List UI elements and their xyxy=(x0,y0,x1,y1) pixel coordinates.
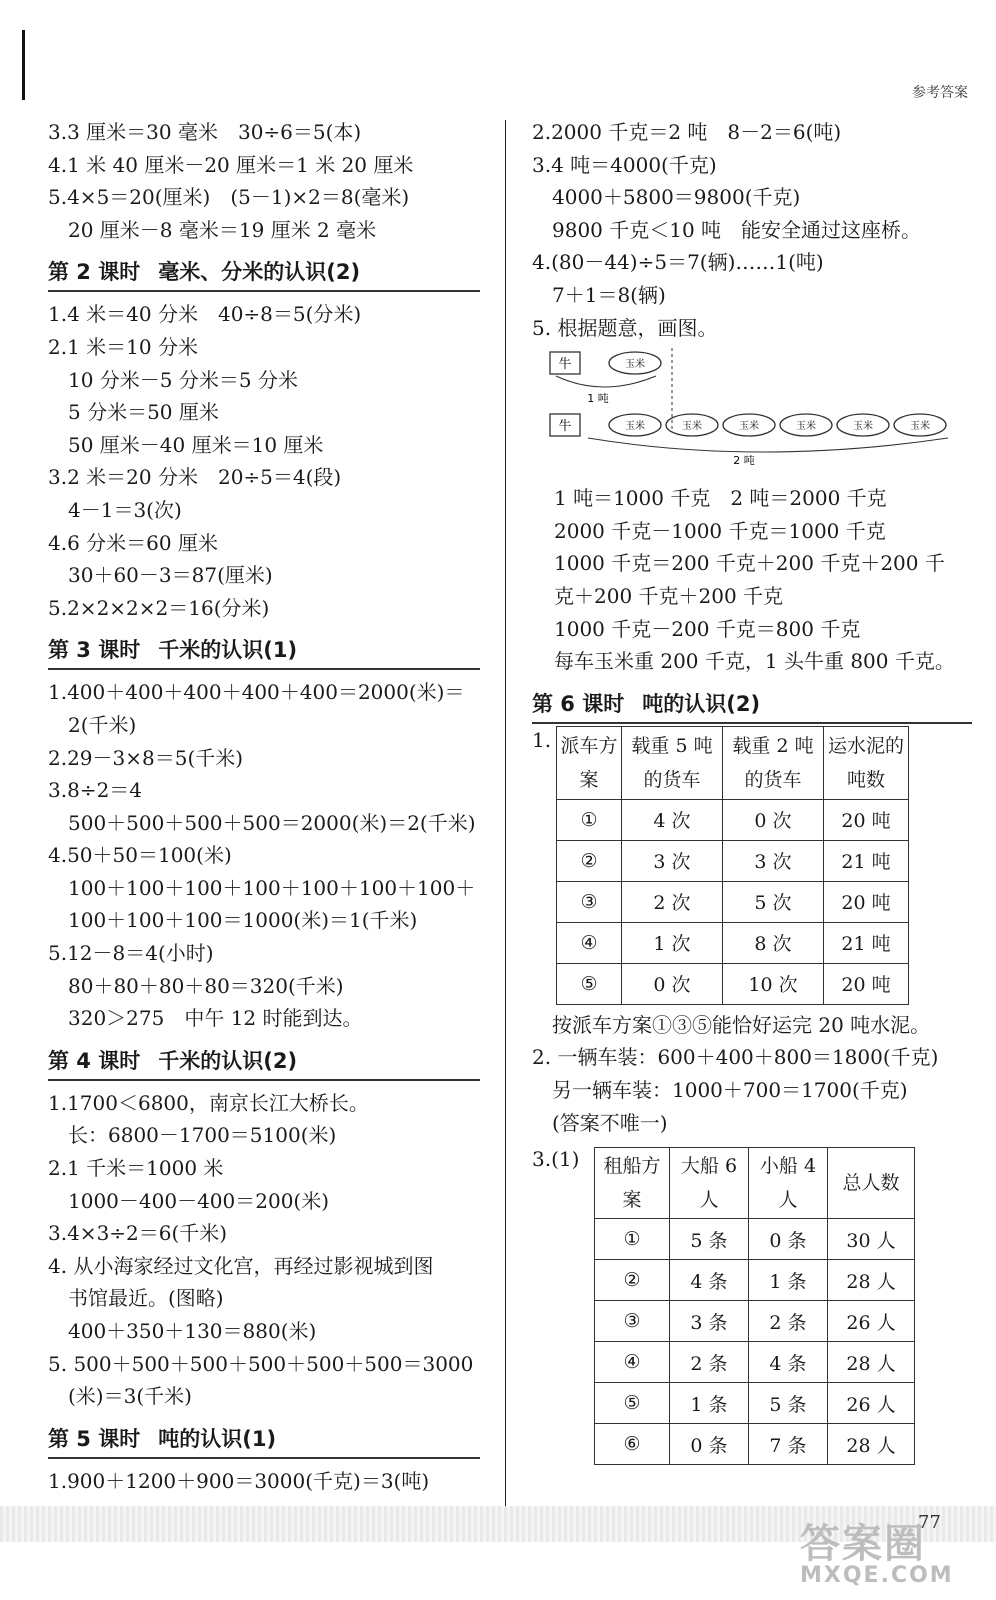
section-title: 第 5 课时 xyxy=(48,1426,141,1451)
table-cell: ⑤ xyxy=(557,963,622,1004)
table-cell: 30 人 xyxy=(828,1219,915,1260)
table-cell: 2 条 xyxy=(749,1301,828,1342)
answer-line: 每车玉米重 200 千克，1 头牛重 800 千克。 xyxy=(554,649,955,674)
table-cell: ③ xyxy=(595,1301,670,1342)
brace-2t xyxy=(588,438,948,452)
answer-line: 按派车方案①③⑤能恰好运完 20 吨水泥。 xyxy=(552,1012,931,1037)
answer-line: 4. 从小海家经过文化宫，再经过影视城到图 xyxy=(48,1253,434,1278)
answer-line: 2. 一辆车装：600＋400＋800＝1800(千克) xyxy=(532,1045,939,1070)
answer-line: 2.2000 千克＝2 吨 8－2＝6(吨) xyxy=(532,120,842,144)
answer-line: 100＋100＋100＝1000(米)＝1(千米) xyxy=(48,908,418,933)
answer-line: 4.6 分米＝60 厘米 xyxy=(48,530,218,555)
answer-block-a xyxy=(48,116,480,246)
table-header-cell: 大船 6 人 xyxy=(670,1148,749,1219)
table-cell: 7 条 xyxy=(749,1424,828,1465)
section-heading-2 xyxy=(48,250,480,292)
table-cell: 28 人 xyxy=(828,1424,915,1465)
answer-line: 20 厘米－8 毫米＝19 厘米 2 毫米 xyxy=(48,217,377,242)
table-row xyxy=(557,881,909,922)
answer-block-c xyxy=(48,676,480,1035)
answer-line: 50 厘米－40 厘米＝10 厘米 xyxy=(48,432,324,457)
table-header-row xyxy=(595,1148,915,1219)
corn-label: 玉米 xyxy=(682,421,702,433)
table-cell: 5 次 xyxy=(723,881,824,922)
cow-label: 牛 xyxy=(558,419,572,435)
section-heading-4 xyxy=(48,1039,480,1081)
corn-label: 玉米 xyxy=(625,359,645,371)
answer-line: 1.900＋1200＋900＝3000(千克)＝3(吨) xyxy=(48,1468,430,1493)
boat-rental-table xyxy=(594,1147,915,1465)
table-cell: ⑤ xyxy=(595,1383,670,1424)
table-header-cell: 派车方案 xyxy=(557,726,622,799)
answer-line: 长：6800－1700＝5100(米) xyxy=(48,1123,337,1148)
table-cell: 1 条 xyxy=(749,1260,828,1301)
answer-line: 另一辆车装：1000＋700＝1700(千克) xyxy=(532,1077,908,1102)
section-heading-6 xyxy=(532,682,972,724)
answer-line: 2(千米) xyxy=(48,712,137,737)
table-cell: 3 条 xyxy=(670,1301,749,1342)
answer-line: 3.4×3÷2＝6(千米) xyxy=(48,1221,228,1246)
answer-line: 5.2×2×2×2＝16(分米) xyxy=(48,595,270,620)
corn-label: 玉米 xyxy=(796,421,816,433)
answer-line: 1000 千克－200 千克＝800 千克 xyxy=(554,616,861,641)
table-cell: 20 吨 xyxy=(824,799,909,840)
cow-label: 牛 xyxy=(558,357,572,373)
answer-line: 4000＋5800＝9800(千克) xyxy=(532,185,801,210)
answer-line: (米)＝3(千米) xyxy=(48,1384,192,1409)
table-cell: 8 次 xyxy=(723,922,824,963)
table-cell: ④ xyxy=(595,1342,670,1383)
table-cell: 2 次 xyxy=(622,881,723,922)
answer-block-right-b xyxy=(532,482,972,678)
answer-line: 5. 根据题意，画图。 xyxy=(532,315,718,340)
section-title: 第 3 课时 xyxy=(48,638,141,663)
table-row xyxy=(595,1383,915,1424)
answer-line: 500＋500＋500＋500＝2000(米)＝2(千米) xyxy=(48,810,476,835)
table-cell: 26 人 xyxy=(828,1383,915,1424)
section-title: 第 6 课时 xyxy=(532,691,625,716)
answer-line: (答案不唯一) xyxy=(532,1110,668,1135)
answer-line: 5.12－8＝4(小时) xyxy=(48,941,214,966)
question-number: 3.(1) xyxy=(532,1147,580,1172)
table-row xyxy=(557,840,909,881)
answer-line: 320＞275 中午 12 时能到达。 xyxy=(48,1006,363,1031)
answer-line: 10 分米－5 分米＝5 分米 xyxy=(48,367,298,392)
table-cell: ② xyxy=(595,1260,670,1301)
corn-label: 玉米 xyxy=(625,421,645,433)
section-topic: 千米的认识(2) xyxy=(158,1048,298,1073)
table-cell: 0 条 xyxy=(749,1219,828,1260)
answer-line: 30＋60－3＝87(厘米) xyxy=(48,563,273,588)
table-cell: ② xyxy=(557,840,622,881)
cow-corn-diagram xyxy=(548,348,972,474)
answer-line: 4－1＝3(次) xyxy=(48,497,182,522)
answer-line: 1.4 米＝40 分米 40÷8＝5(分米) xyxy=(48,302,362,327)
table-cell: 3 次 xyxy=(723,840,824,881)
header-label: 参考答案 xyxy=(912,85,968,101)
answer-line: 4.50＋50＝100(米) xyxy=(48,843,232,868)
answer-line: 100＋100＋100＋100＋100＋100＋100＋ xyxy=(48,875,476,900)
corn-label: 玉米 xyxy=(853,421,873,433)
section-heading-3 xyxy=(48,628,480,670)
table-row xyxy=(557,963,909,1004)
answer-block-e xyxy=(48,1465,480,1498)
table-header-cell: 小船 4 人 xyxy=(749,1148,828,1219)
corn-label: 玉米 xyxy=(739,421,759,433)
table-cell: 28 人 xyxy=(828,1260,915,1301)
table-header-cell: 总人数 xyxy=(828,1148,915,1219)
section-topic: 毫米、分米的认识(2) xyxy=(158,260,361,285)
answer-block-b xyxy=(48,298,480,624)
answer-line: 2.29－3×8＝5(千米) xyxy=(48,745,244,770)
page-number: 77 xyxy=(918,1512,941,1533)
answer-line: 1.400＋400＋400＋400＋400＝2000(米)＝ xyxy=(48,680,465,705)
section-topic: 千米的认识(1) xyxy=(158,638,298,663)
table-cell: ⑥ xyxy=(595,1424,670,1465)
table-row xyxy=(595,1342,915,1383)
question-number: 1. xyxy=(532,727,552,752)
table-row xyxy=(557,799,909,840)
answer-line: 2.1 千米＝1000 米 xyxy=(48,1156,224,1181)
answer-line: 4.(80－44)÷5＝7(辆)……1(吨) xyxy=(532,250,824,275)
section-heading-5 xyxy=(48,1417,480,1459)
label-1t: 1 吨 xyxy=(587,392,609,406)
table-cell: 21 吨 xyxy=(824,840,909,881)
answer-block-d xyxy=(48,1087,480,1413)
table-cell: ① xyxy=(595,1219,670,1260)
answer-line: 1000－400－400＝200(米) xyxy=(48,1188,330,1213)
watermark-cn: 答案圈 xyxy=(800,1521,926,1567)
question-1-block xyxy=(532,726,972,1005)
answer-line: 书馆最近。(图略) xyxy=(48,1286,224,1311)
section-topic: 吨的认识(2) xyxy=(642,691,761,716)
table-cell: 0 次 xyxy=(622,963,723,1004)
table-cell: 4 条 xyxy=(670,1260,749,1301)
brace-1t xyxy=(556,376,656,387)
answer-line: 2000 千克－1000 千克＝1000 千克 xyxy=(554,518,886,543)
section-title: 第 2 课时 xyxy=(48,260,141,285)
section-title: 第 4 课时 xyxy=(48,1048,141,1073)
table-cell: 28 人 xyxy=(828,1342,915,1383)
answer-line: 3.8÷2＝4 xyxy=(48,778,143,803)
answer-line: 1.1700＜6800，南京长江大桥长。 xyxy=(48,1090,369,1115)
table-header-cell: 载重 5 吨的货车 xyxy=(622,726,723,799)
table-cell: 5 条 xyxy=(670,1219,749,1260)
dispatch-table xyxy=(556,726,909,1005)
answer-line: 4.1 米 40 厘米－20 厘米＝1 米 20 厘米 xyxy=(48,152,414,177)
table-cell: 26 人 xyxy=(828,1301,915,1342)
table-cell: 20 吨 xyxy=(824,881,909,922)
watermark-en: MXQE.COM xyxy=(800,1563,954,1588)
table-row xyxy=(595,1301,915,1342)
table-cell: 3 次 xyxy=(622,840,723,881)
answer-block-right-c xyxy=(532,1009,972,1139)
answer-line: 80＋80＋80＋80＝320(千米) xyxy=(48,973,344,998)
corn-label: 玉米 xyxy=(910,421,930,433)
margin-bar xyxy=(22,30,25,100)
table-cell: ① xyxy=(557,799,622,840)
table-cell: 21 吨 xyxy=(824,922,909,963)
answer-line: 5.4×5＝20(厘米) (5－1)×2＝8(毫米) xyxy=(48,185,410,210)
section-topic: 吨的认识(1) xyxy=(158,1426,277,1451)
diagram-svg xyxy=(548,348,958,470)
table-cell: ④ xyxy=(557,922,622,963)
table-header-cell: 运水泥的吨数 xyxy=(824,726,909,799)
answer-line: 400＋350＋130＝880(米) xyxy=(48,1319,317,1343)
column-divider xyxy=(505,120,506,1510)
right-column xyxy=(532,116,972,1465)
answer-line: 5. 500＋500＋500＋500＋500＋500＝3000 xyxy=(48,1351,474,1376)
table-cell: 5 条 xyxy=(749,1383,828,1424)
table-cell: 4 次 xyxy=(622,799,723,840)
table-header-cell: 租船方案 xyxy=(595,1148,670,1219)
table-cell: 20 吨 xyxy=(824,963,909,1004)
answer-line: 克＋200 千克＋200 千克 xyxy=(554,583,784,608)
table-cell: 2 条 xyxy=(670,1342,749,1383)
table-cell: 1 条 xyxy=(670,1383,749,1424)
table-cell: 0 条 xyxy=(670,1424,749,1465)
table-cell: 0 次 xyxy=(723,799,824,840)
table-row xyxy=(557,922,909,963)
answer-line: 1000 千克＝200 千克＋200 千克＋200 千 xyxy=(554,551,945,576)
question-3-block xyxy=(532,1147,972,1465)
answer-line: 3.2 米＝20 分米 20÷5＝4(段) xyxy=(48,465,342,490)
table-cell: 10 次 xyxy=(723,963,824,1004)
left-column xyxy=(48,116,480,1497)
table-header-row xyxy=(557,726,909,799)
table-cell: 1 次 xyxy=(622,922,723,963)
table-cell: 4 条 xyxy=(749,1342,828,1383)
answer-line: 1 吨＝1000 千克 2 吨＝2000 千克 xyxy=(554,486,887,511)
answer-line: 3.3 厘米＝30 毫米 30÷6＝5(本) xyxy=(48,120,362,144)
answer-line: 7＋1＝8(辆) xyxy=(532,282,666,307)
table-row xyxy=(595,1219,915,1260)
table-row xyxy=(595,1424,915,1465)
answer-line: 5 分米＝50 厘米 xyxy=(48,400,219,425)
answer-block-right-a xyxy=(532,116,972,344)
table-row xyxy=(595,1260,915,1301)
answer-line: 2.1 米＝10 分米 xyxy=(48,334,198,359)
label-2t: 2 吨 xyxy=(733,454,755,468)
table-cell: ③ xyxy=(557,881,622,922)
table-header-cell: 载重 2 吨的货车 xyxy=(723,726,824,799)
answer-line: 9800 千克＜10 吨 能安全通过这座桥。 xyxy=(532,217,922,242)
answer-line: 3.4 吨＝4000(千克) xyxy=(532,152,717,177)
